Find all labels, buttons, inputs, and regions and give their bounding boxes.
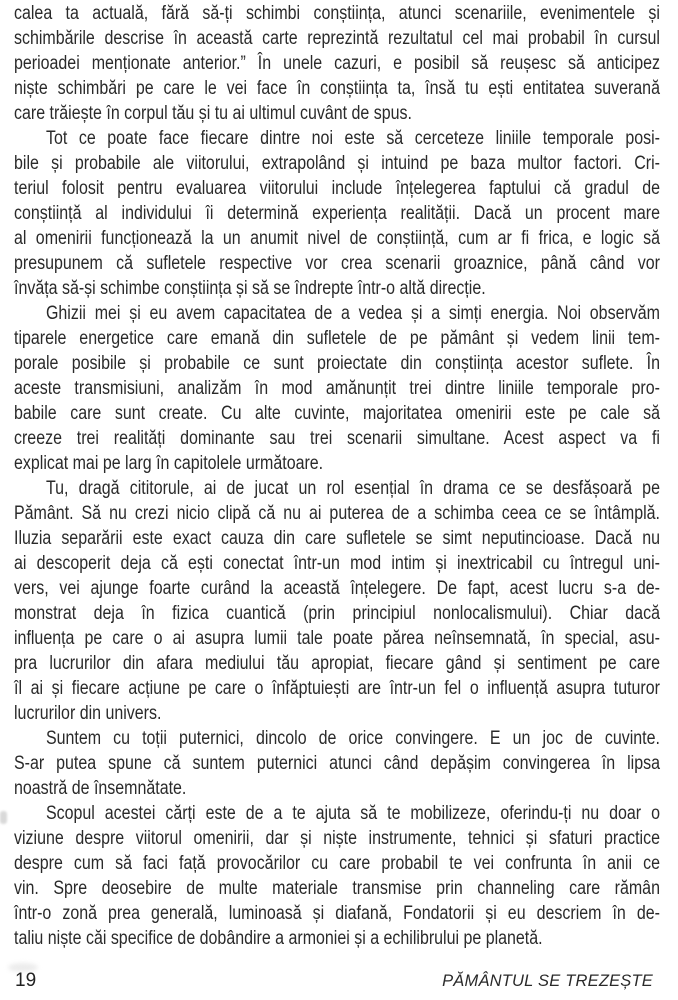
text-line: aceste transmisiuni, analizăm în mod amănunțit trei dintre liniile temporale pro- [14, 378, 660, 399]
text-line: ai descoperit deja că ești conectat într-un mod intim și inextricabil cu întregul uni- [14, 553, 660, 574]
paragraph [14, 126, 660, 301]
text-line: tiparele energetice care emană din sufletele de pe pământ și vedem linii tem- [14, 328, 660, 349]
scan-artifact [0, 811, 7, 824]
running-title: PĂMÂNTUL SE TREZEȘTE [442, 972, 653, 990]
text-line: S-ar putea spune că suntem puternici atunci când depășim convingerea în lipsa [14, 753, 660, 774]
text-line: creeze trei realități dominante sau trei scenarii simultane. Acest aspect va fi [14, 428, 660, 449]
text-line: monstrat deja în fizica cuantică (prin principiul nonlocalismului). Chiar dacă [14, 603, 660, 624]
text-line: porale posibile și probabile ce sunt proiectate din conștiința acestor suflete. În [14, 353, 660, 374]
text-line: viziune despre viitorul omenirii, dar și niște instrumente, tehnici și sfaturi practice [14, 828, 660, 849]
text-line: vers, vei ajunge foarte curând la această înțelegere. De fapt, acest lucru s-a de- [14, 578, 660, 599]
paragraph [14, 301, 660, 476]
paragraph [14, 726, 660, 801]
text-line: îl ai și fiecare acțiune pe care o înfăptuiești are într-un fel o influență asupra tuturor [14, 678, 660, 699]
text-line: babile care sunt create. Cu alte cuvinte, majoritatea omenirii este pe cale să [14, 403, 660, 424]
text-line: care trăiește în corpul tău și tu ai ultimul cuvânt de spus. [14, 103, 412, 124]
text-line: schimbările descrise în această carte reprezintă rezultatul cel mai probabil în cursul [14, 28, 660, 49]
text-line: niște schimbări pe care le vei face în conștiința ta, însă tu ești entitatea suverană [14, 78, 660, 99]
text-line: al omenirii funcționează la un anumit nivel de conștiință, cum ar fi frica, e logic să [14, 228, 660, 249]
page-number: 19 [15, 970, 37, 991]
text-line: presupunem că sufletele respective vor crea scenarii groaznice, până când vor [14, 253, 660, 274]
paragraph [14, 1, 660, 126]
text-line: teriul folosit pentru evaluarea viitorului include înțelegerea faptului că gradul de [14, 178, 660, 199]
text-line: noastră de însemnătate. [14, 778, 187, 799]
text-line: Ghizii mei și eu avem capacitatea de a vedea și a simți energia. Noi observăm [45, 303, 660, 324]
text-line: Pământ. Să nu crezi nicio clipă că nu ai puterea de a schimba ceea ce se întâmplă. [14, 503, 660, 524]
text-line: calea ta actuală, fără să-ți schimbi conștiința, atunci scenariile, evenimentele și [14, 3, 660, 24]
page-footer [14, 969, 660, 993]
paragraph [14, 801, 660, 951]
text-line: Tu, dragă cititorule, ai de jucat un rol esențial în drama ce se desfășoară pe [45, 478, 660, 499]
text-line: Suntem cu toții puternici, dincolo de orice convingere. E un joc de cuvinte. [45, 728, 660, 749]
text-line: conștiință al individului îi determină experiența realității. Dacă un procent mare [14, 203, 660, 224]
text-line: Tot ce poate face fiecare dintre noi este să cerceteze liniile temporale posi- [45, 128, 660, 149]
paragraph [14, 476, 660, 726]
text-line: taliu niște căi specifice de dobândire a armoniei și a echilibrului pe planetă. [14, 928, 543, 949]
text-line: perioadei menționate anterior.” În unele cazuri, e posibil să reușesc să anticipez [14, 53, 660, 74]
text-line: învăța să-și schimbe conștiința și să se îndrepte într-o altă direcție. [14, 278, 486, 299]
text-line: Iluzia separării este exact cauza din care sufletele se simt neputincioase. Dacă nu [14, 528, 660, 549]
text-line: despre cum să faci față provocărilor cu care probabil te vei confrunta în anii ce [14, 853, 660, 874]
text-line: Scopul acestei cărți este de a te ajuta să te mobilizeze, oferindu-ți nu doar o [45, 803, 660, 824]
text-line: într-o zonă prea generală, luminoasă și diafană, Fondatorii și eu descriem în de- [14, 903, 660, 924]
text-line: influența pe care o ai asupra lumii tale poate părea neînsemnată, în special, asu- [14, 628, 660, 649]
text-line: lucrurilor din univers. [14, 703, 162, 724]
text-line: vin. Spre deosebire de multe materiale transmise prin channeling care rămân [14, 878, 660, 899]
text-block [14, 1, 660, 951]
text-line: explicat mai pe larg în capitolele următoare. [14, 453, 324, 474]
text-line: bile și probabile ale viitorului, extrapolând și intuind pe baza multor factori. Cri- [14, 153, 660, 174]
text-line: pra lucrurilor din afara mediului tău apropiat, fiecare gând și sentiment pe care [14, 653, 660, 674]
